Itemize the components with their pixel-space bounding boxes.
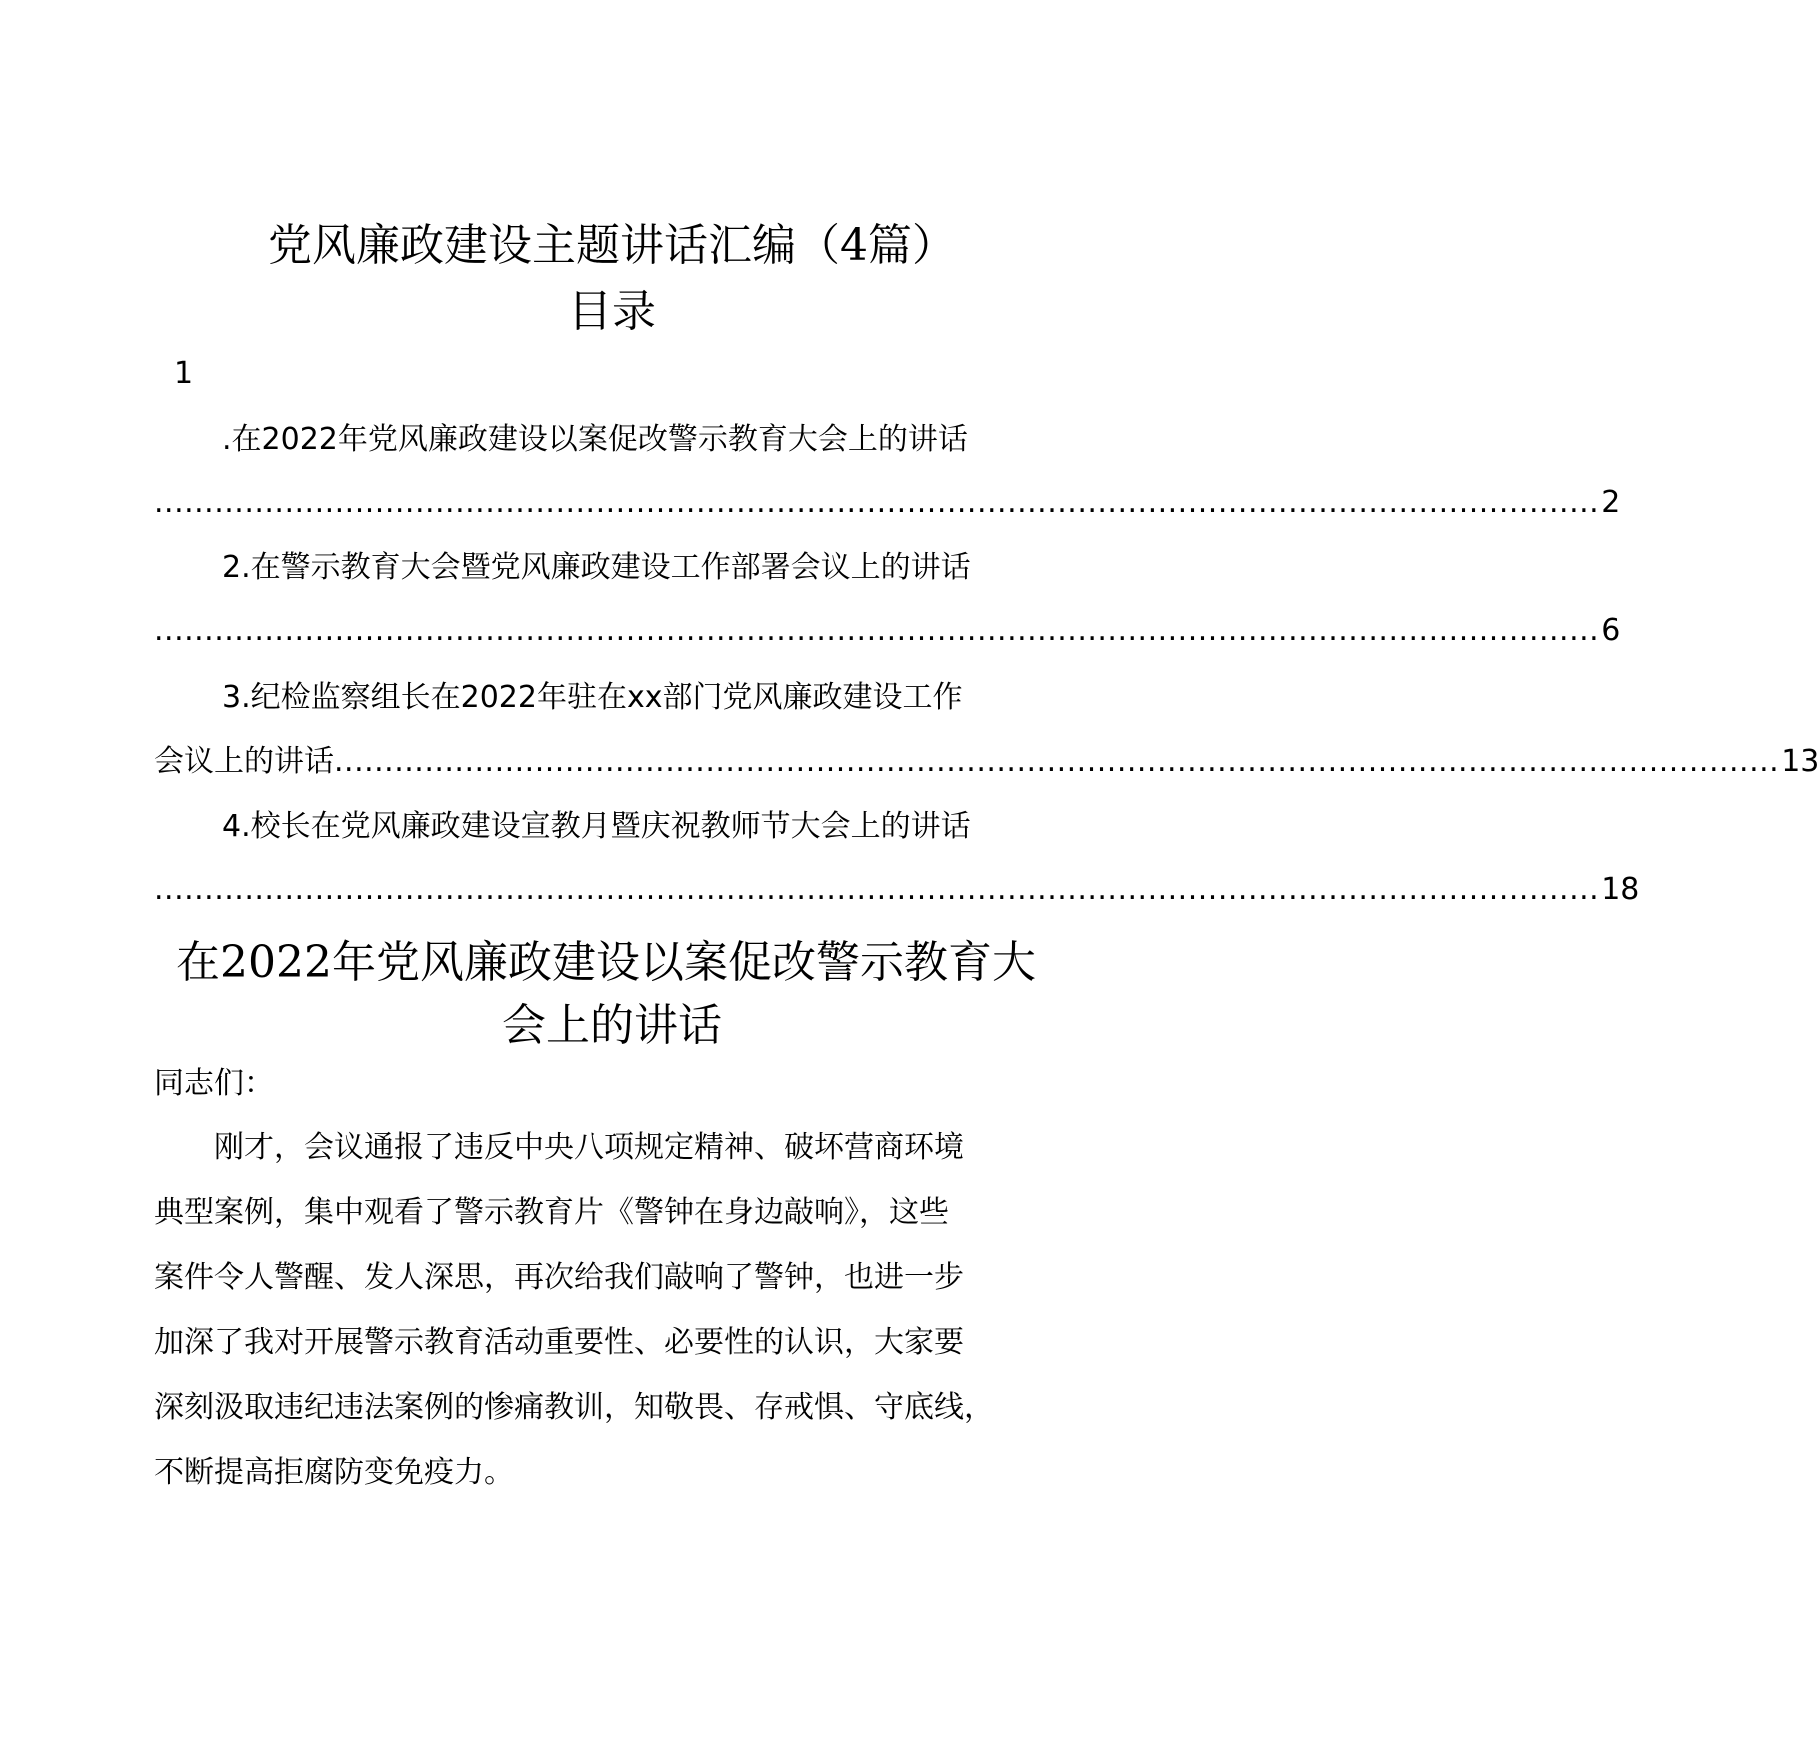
toc-item-1-page: 2	[1601, 485, 1621, 520]
paragraph-line: 加深了我对开展警示教育活动重要性、必要性的认识，大家要	[154, 1325, 964, 1360]
toc-item-2-leader[interactable]	[154, 610, 1621, 652]
toc-dot-leader: ................................................................................................................................................	[154, 613, 1600, 648]
toc-item-1-leader[interactable]	[154, 482, 1621, 524]
article-title-line-1: 在2022年党风廉政建设以案促改警示教育大	[176, 937, 1036, 988]
toc-dot-leader: ................................................................................................................................................	[334, 744, 1780, 779]
toc-item-3-leader[interactable]	[154, 741, 1819, 783]
paragraph-line: 不断提高拒腐防变免疫力。	[154, 1455, 514, 1490]
toc-item-1-title[interactable]: .在2022年党风廉政建设以案促改警示教育大会上的讲话	[222, 422, 968, 457]
toc-item-4-page: 18	[1601, 872, 1640, 907]
document-title: 党风廉政建设主题讲话汇编（4篇）	[268, 220, 956, 271]
toc-dot-leader: ................................................................................................................................................	[154, 872, 1600, 907]
toc-heading: 目录	[568, 286, 656, 337]
paragraph-line: 深刻汲取违纪违法案例的惨痛教训，知敬畏、存戒惧、守底线，	[154, 1390, 994, 1425]
toc-item-2-page: 6	[1601, 613, 1621, 648]
toc-item-4-leader[interactable]	[154, 869, 1640, 911]
paragraph-line: 案件令人警醒、发人深思，再次给我们敲响了警钟，也进一步	[154, 1260, 964, 1295]
salutation: 同志们：	[154, 1066, 274, 1101]
toc-item-4-title[interactable]: 4.校长在党风廉政建设宣教月暨庆祝教师节大会上的讲话	[222, 809, 971, 844]
toc-item-3-title[interactable]: 3.纪检监察组长在2022年驻在xx部门党风廉政建设工作	[222, 680, 963, 715]
toc-item-3-page: 13	[1781, 744, 1819, 779]
toc-first-number: 1	[174, 356, 194, 391]
paragraph-line: 刚才，会议通报了违反中央八项规定精神、破坏营商环境	[154, 1130, 964, 1165]
toc-item-3-prefix: 会议上的讲话	[154, 744, 334, 779]
paragraph-line: 典型案例，集中观看了警示教育片《警钟在身边敲响》，这些	[154, 1195, 949, 1230]
article-title-line-2: 会上的讲话	[502, 1000, 722, 1051]
toc-dot-leader: ................................................................................................................................................	[154, 485, 1600, 520]
toc-item-2-title[interactable]: 2.在警示教育大会暨党风廉政建设工作部署会议上的讲话	[222, 550, 971, 585]
